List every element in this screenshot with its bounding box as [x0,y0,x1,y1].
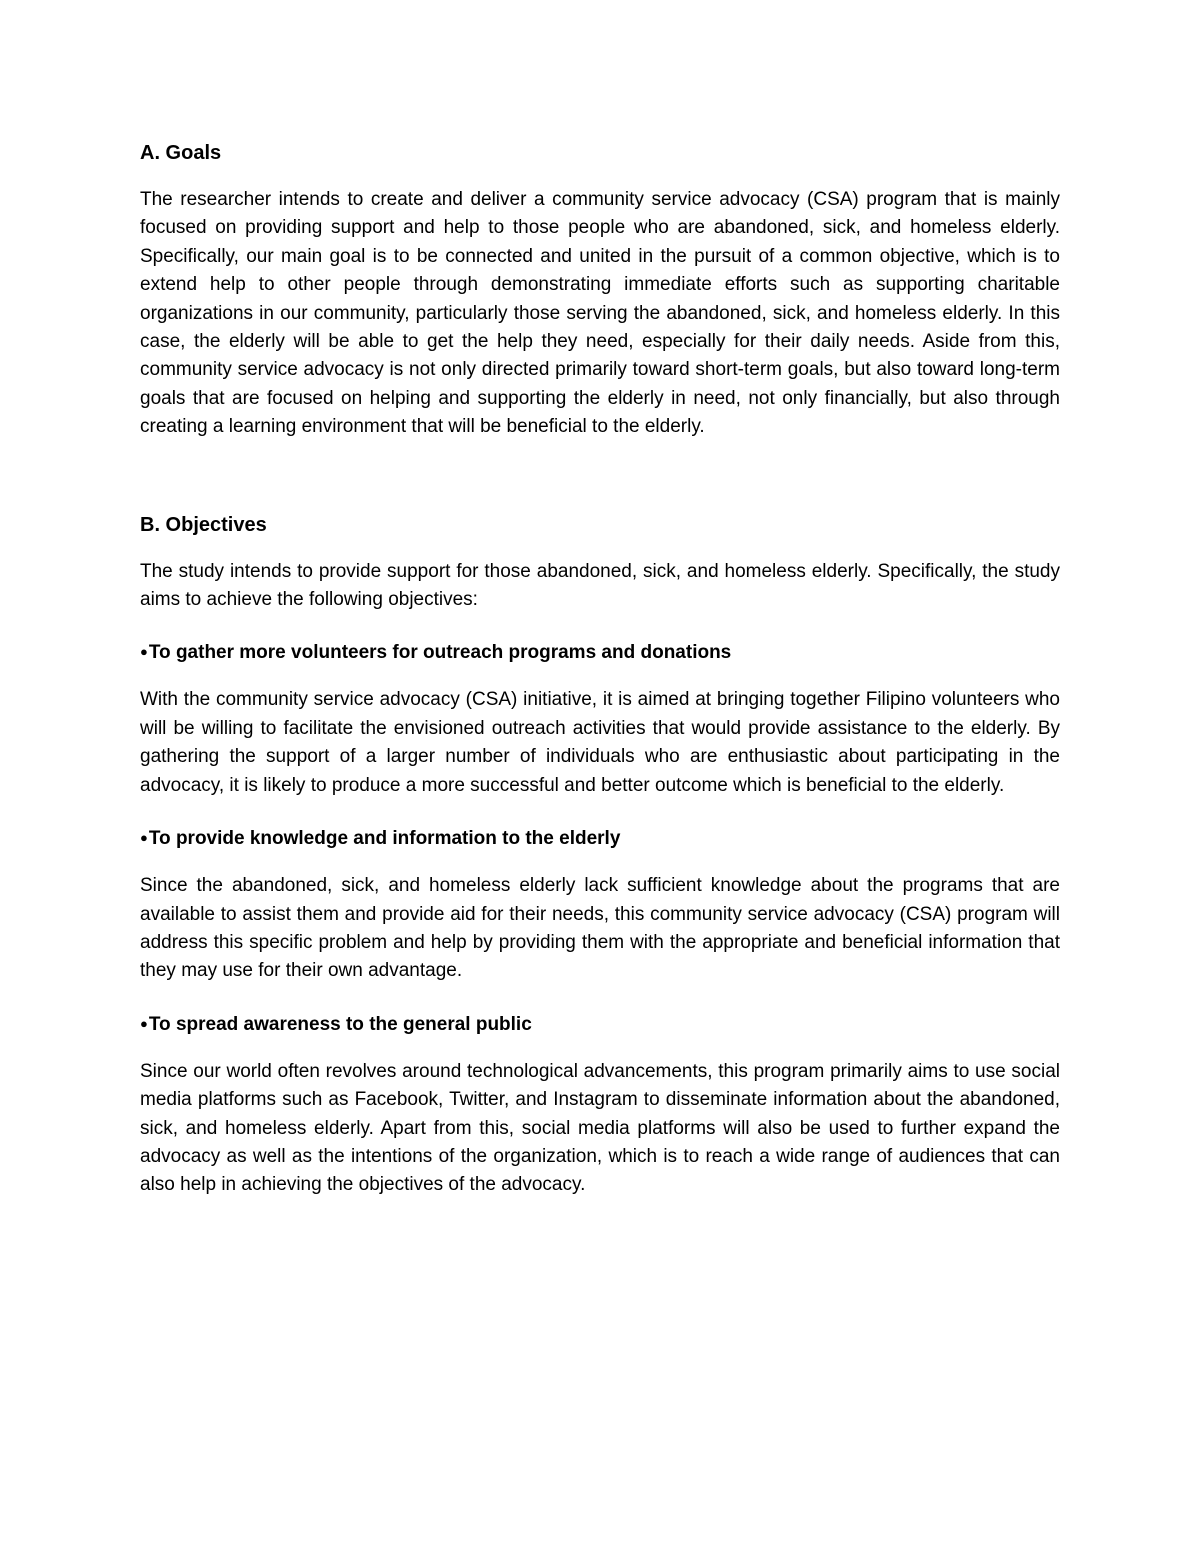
section-heading-objectives: B. Objectives [140,513,267,536]
objective-bullet-heading-volunteers [140,640,1060,665]
objectives-intro-paragraph: The study intends to provide support for those abandoned, sick, and homeless elderly. Specifically, the study aims to achieve the following objectives: [140,560,1060,611]
bullet-icon: ● [140,644,148,660]
bullet-icon: ● [140,1015,148,1031]
objective-paragraph-knowledge: Since the abandoned, sick, and homeless elderly lack sufficient knowledge about the programs that are available to assist them and provide aid for their needs, this community service advocacy (CSA) program will address this specific problem and help by providing them with the appropriate and beneficial information that they may use for their own advantage. [140,875,1060,982]
objective-bullet-title: To gather more volunteers for outreach programs and donations [148,642,732,664]
section-heading-goals: A. Goals [140,142,222,164]
objective-bullet-title: To spread awareness to the general public [148,1013,532,1035]
objective-bullet-heading-knowledge [140,826,1060,851]
objective-paragraph-awareness: Since our world often revolves around technological advancements, this program primarily aims to use social media platforms such as Facebook, Twitter, and Instagram to disseminate information about the abandoned, sick, and homeless elderly. Apart from this, social media platforms will also be used to further expand the advocacy as well as the intentions of the organization, which is to reach a wide range of audiences that can also help in achieving the objectives of the advocacy. [140,1060,1060,1196]
objective-bullet-title: To provide knowledge and information to the elderly [148,828,621,850]
goals-paragraph: The researcher intends to create and deliver a community service advocacy (CSA) program that is mainly focused on providing support and help to those people who are abandoned, sick, and homeless elderly. Specifically, our main goal is to be connected and united in the pursuit of a common objective, which is to extend help to other people through demonstrating immediate efforts such as supporting charitable organizations in our community, particularly those serving the abandoned, sick, and homeless elderly. In this case, the elderly will be able to get the help they need, especially for their daily needs. Aside from this, community service advocacy is not only directed primarily toward short-term goals, but also toward long-term goals that are focused on helping and supporting the elderly in need, not only financially, but also through creating a learning environment that will be beneficial to the elderly. [140,189,1060,438]
objective-paragraph-volunteers: With the community service advocacy (CSA) initiative, it is aimed at bringing together Filipino volunteers who will be willing to facilitate the envisioned outreach activities that would provide assistance to the elderly. By gathering the support of a larger number of individuals who are enthusiastic about participating in the advocacy, it is likely to produce a more successful and better outcome which is beneficial to the elderly. [140,689,1060,796]
bullet-icon: ● [140,830,148,846]
objective-bullet-heading-awareness [140,1012,1060,1037]
